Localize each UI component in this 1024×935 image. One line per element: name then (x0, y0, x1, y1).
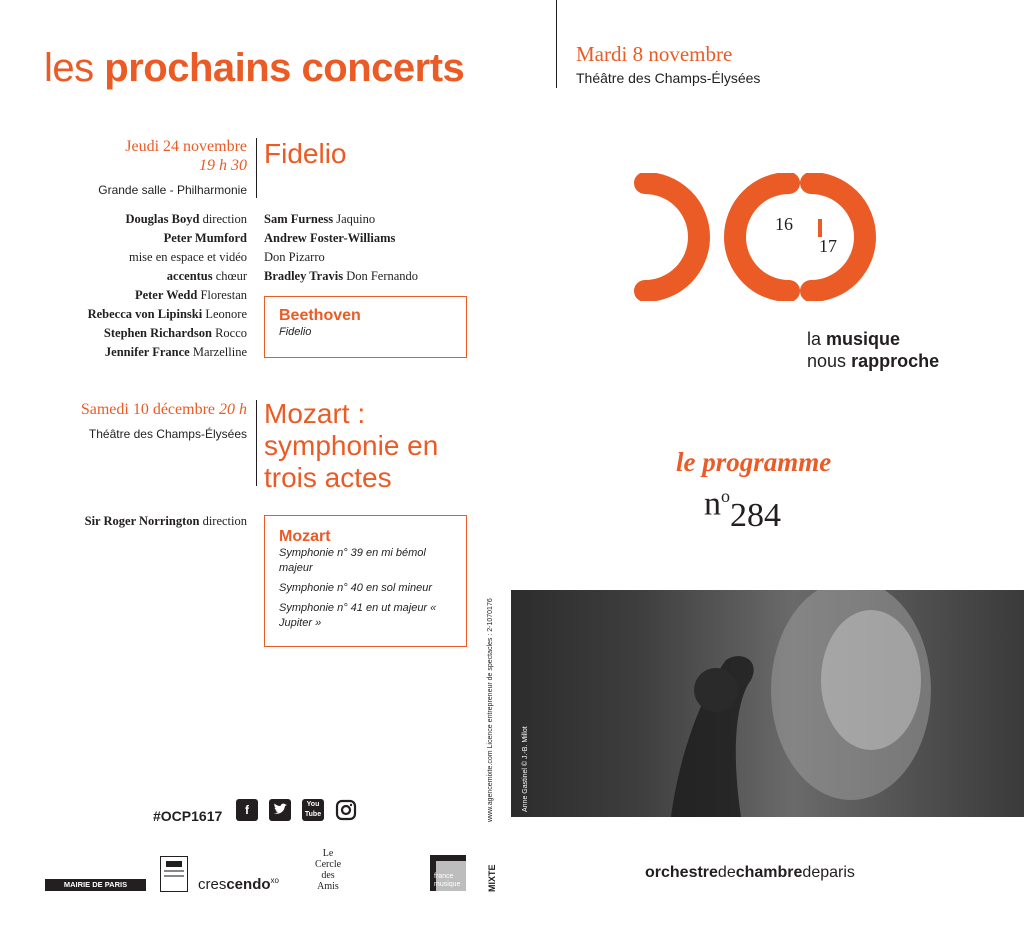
cover-photo (511, 590, 1024, 817)
mairie-de-paris-logo: MAIRIE DE PARIS (45, 879, 146, 891)
ministere-culture-logo (160, 856, 188, 892)
concert1-divider (256, 138, 257, 198)
facebook-icon[interactable]: f (236, 799, 258, 821)
credit-line: Peter Wedd Florestan (134, 288, 247, 302)
credit-line: Sir Roger Norrington direction (84, 514, 247, 528)
page-title (44, 44, 464, 92)
fold-line (556, 0, 557, 88)
work: Fidelio (279, 326, 312, 338)
credit-line: Rebecca von Lipinski Leonore (87, 307, 247, 321)
concert1-time: 19 h 30 (199, 157, 247, 174)
season-end: 17 (819, 236, 837, 256)
credit-line: Don Pizarro (264, 250, 325, 264)
cover-date: Mardi 8 novembre (576, 42, 733, 66)
credit-line: Douglas Boyd direction (125, 212, 247, 226)
composer: Mozart (279, 528, 331, 545)
concert1-credits-right (264, 210, 494, 286)
credit-line: Andrew Foster-Williams (264, 231, 396, 245)
mixte-logo: MIXTE (487, 864, 497, 892)
concert2-divider (256, 400, 257, 486)
programme-label: le programme (676, 447, 832, 477)
season-start: 16 (775, 214, 793, 234)
hashtag: #OCP1617 (153, 808, 223, 824)
youtube-icon[interactable]: You Tube (302, 799, 324, 821)
concert1-program-box (264, 296, 467, 358)
title-light: les (44, 46, 94, 90)
concert1-venue: Grande salle - Philharmonie (98, 183, 247, 197)
work: Symphonie n° 41 en ut majeur « Jupiter » (279, 602, 437, 629)
title-bold: prochains concerts (104, 46, 465, 90)
instagram-icon[interactable] (335, 799, 357, 821)
concert2-venue: Théâtre des Champs-Élysées (88, 427, 247, 441)
credit-line: accentus chœur (166, 269, 247, 283)
credit-line: Sam Furness Jaquino (264, 212, 376, 226)
twitter-icon[interactable] (269, 799, 291, 821)
photo-credit: Anne Gastinel © J.-B. Millot (522, 726, 529, 812)
concert1-credits-left (27, 210, 247, 362)
website-link[interactable]: orchestredechambredeparis (645, 864, 855, 881)
credit-line: Stephen Richardson Rocco (103, 326, 247, 340)
work: Symphonie n° 40 en sol mineur (279, 582, 432, 594)
ocp-logo (605, 173, 895, 301)
tagline: la musique nous rapproche (807, 329, 940, 371)
credit-line: mise en espace et vidéo (128, 250, 247, 264)
credit-line: Peter Mumford (163, 231, 247, 245)
concert2-title: Mozart : symphonie en trois actes (264, 398, 439, 493)
concert2-credits (17, 512, 247, 531)
concert2-date: Samedi 10 décembre 20 h (80, 401, 247, 418)
crescendo-logo: crescendo$^{xo}$ (198, 876, 279, 893)
concert1-title: Fidelio (264, 138, 347, 169)
composer: Beethoven (279, 307, 361, 324)
concert2-program-box (264, 515, 467, 647)
cover-venue: Théâtre des Champs-Élysées (576, 70, 761, 86)
france-musique-logo: france musique (430, 855, 466, 891)
licence-text: www.agencemixte.com Licence entrepreneur de spectacles : 2-1070176 (487, 598, 494, 822)
work: Symphonie n° 39 en mi bémol majeur (279, 547, 426, 574)
cercle-des-amis-logo: Le Cercle des Amis (314, 848, 342, 892)
concert1-date: Jeudi 24 novembre (125, 138, 247, 155)
credit-line: Jennifer France Marzelline (104, 345, 247, 359)
credit-line: Bradley Travis Don Fernando (264, 269, 419, 283)
programme-number: $n^o284$ (704, 485, 781, 535)
